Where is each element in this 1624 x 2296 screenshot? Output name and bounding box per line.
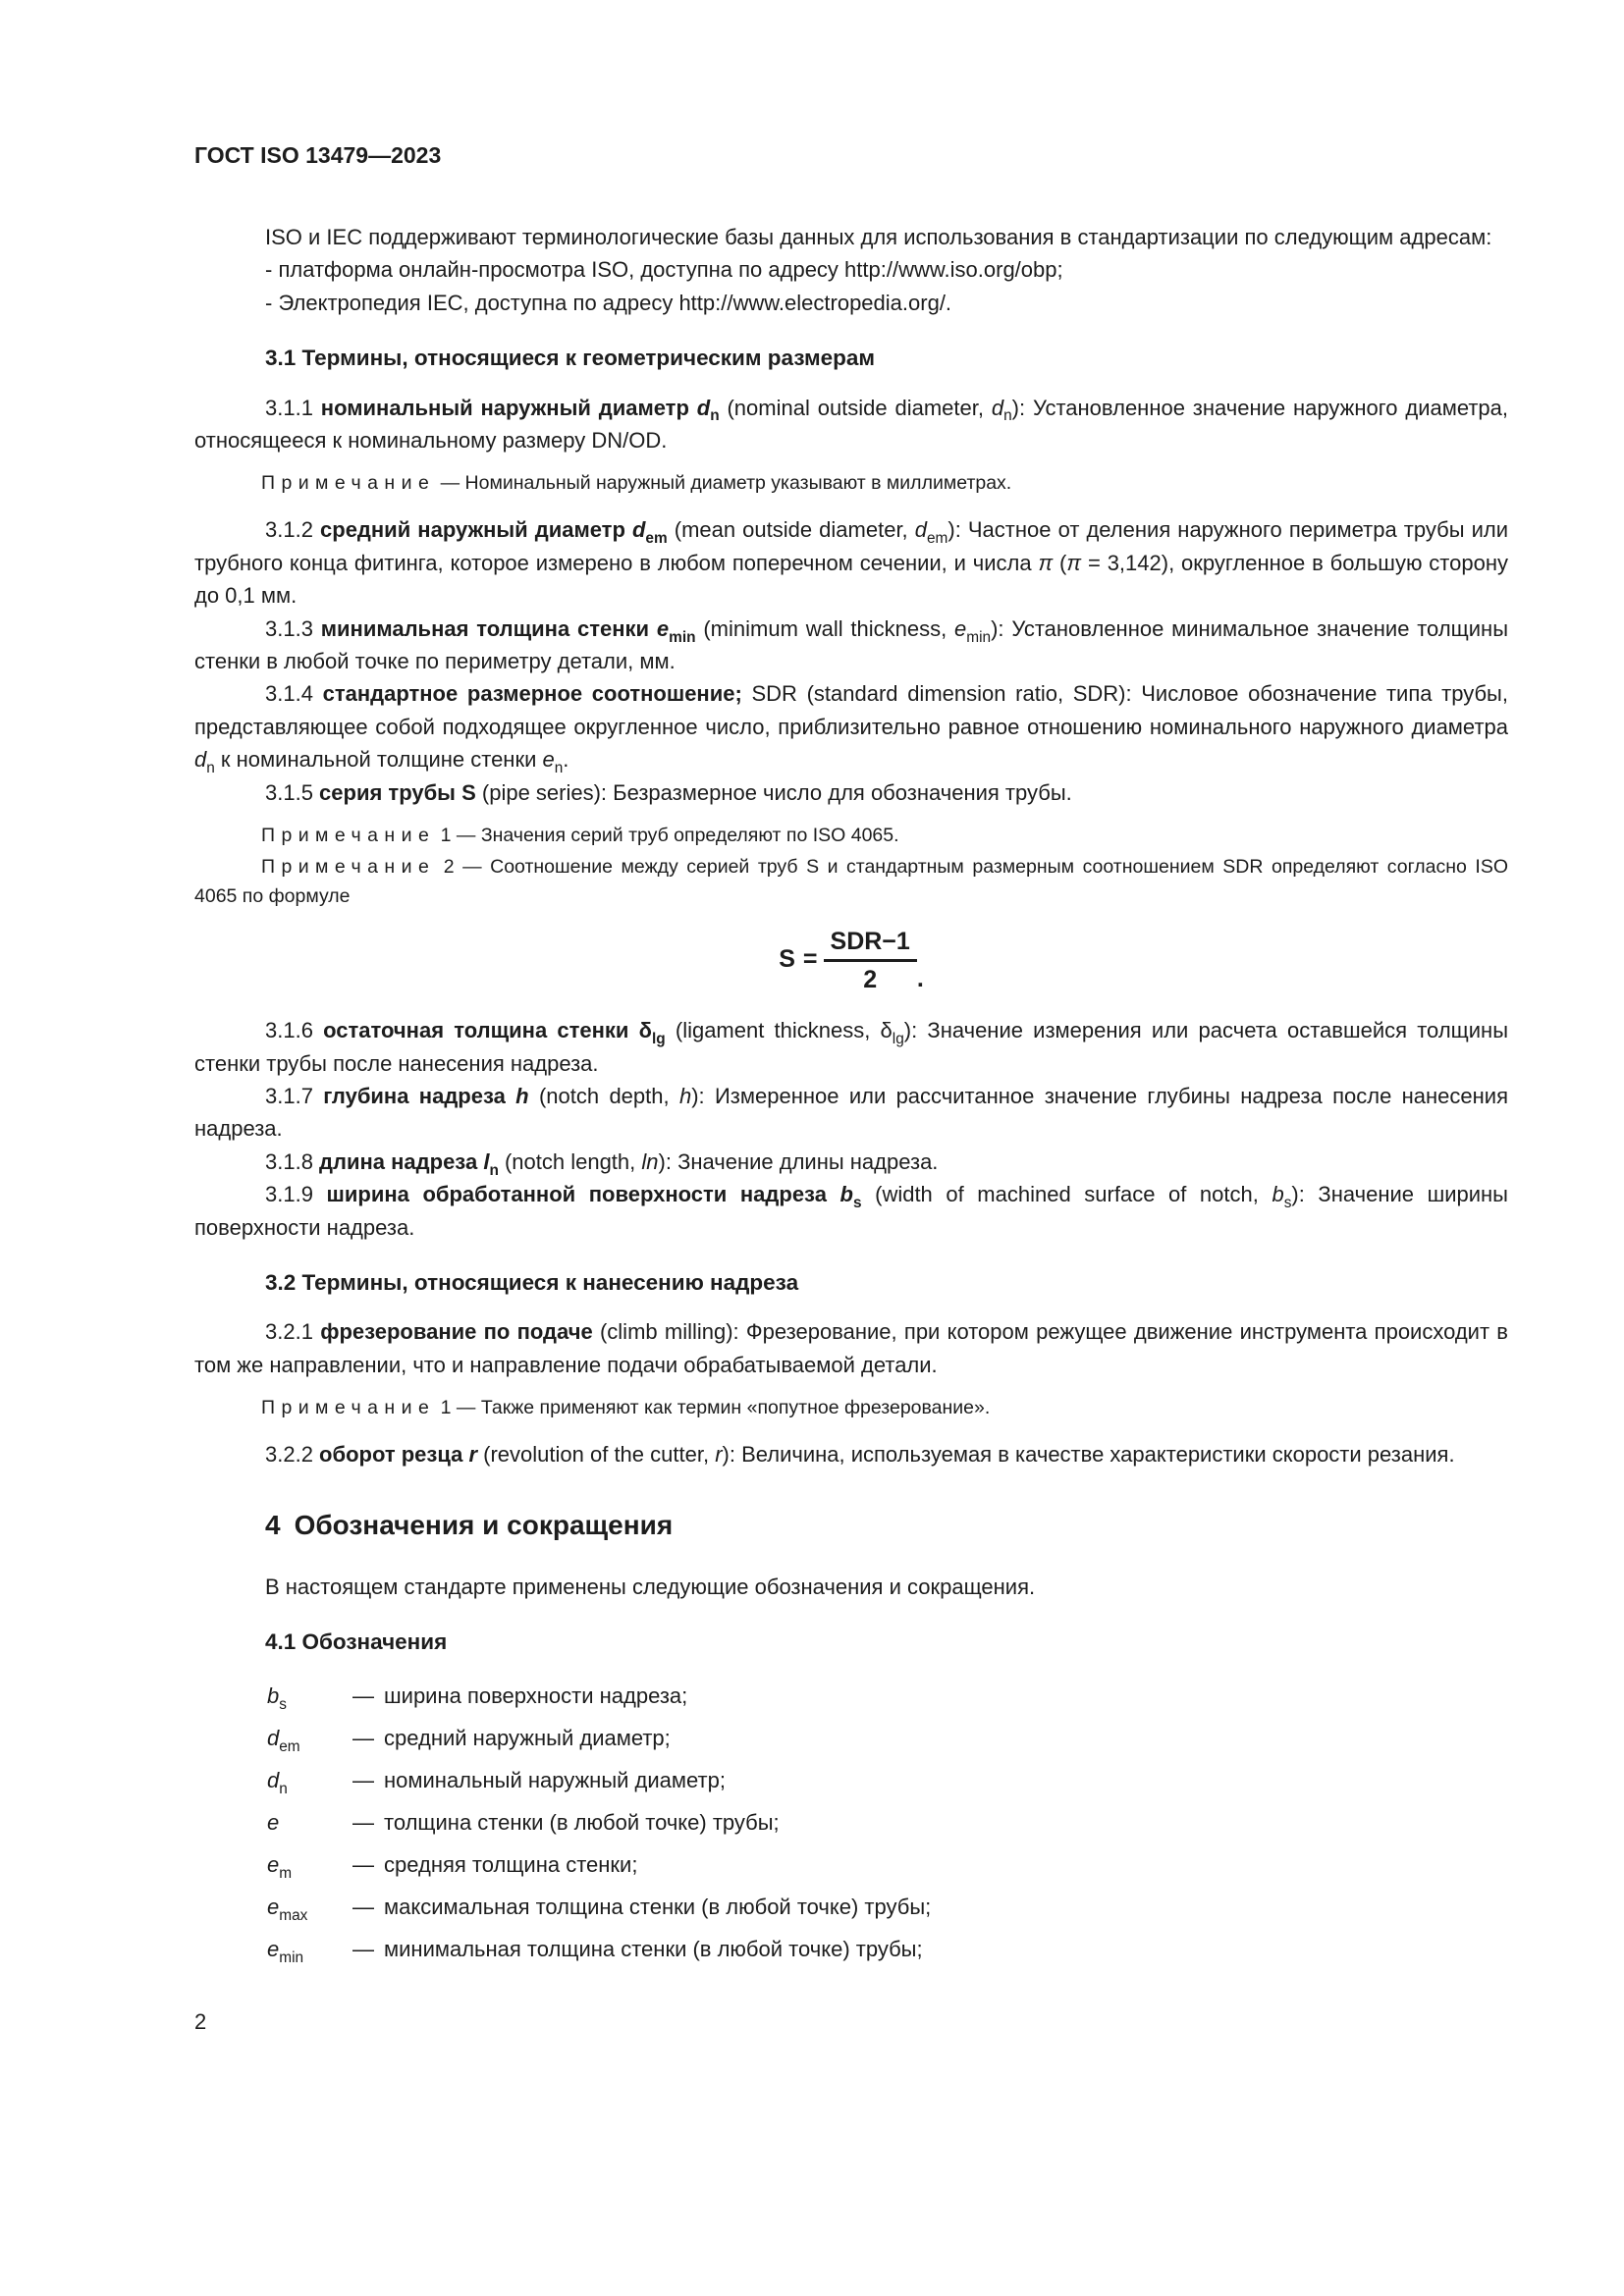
text-segment: π <box>1066 550 1082 575</box>
text-segment: 3.1.7 <box>265 1083 324 1108</box>
symbol-row <box>194 1759 1508 1801</box>
text-segment: e <box>267 1852 280 1878</box>
symbol <box>267 1759 352 1801</box>
text-segment: n <box>554 760 564 777</box>
text-segment: em <box>279 1738 300 1756</box>
list-item-iec <box>194 287 1508 319</box>
text-segment: 4.1 Обозначения <box>265 1629 448 1654</box>
text-segment: lg <box>892 1030 904 1047</box>
text-segment: . <box>916 965 924 993</box>
text-segment: Примечание <box>261 1397 436 1419</box>
text-segment: s <box>852 1194 862 1211</box>
text-segment: d <box>631 517 646 543</box>
symbol-description <box>384 1843 1508 1886</box>
text-segment: b <box>839 1182 853 1207</box>
text-segment: S <box>779 945 795 974</box>
text-segment: ширина поверхности надреза; <box>384 1683 688 1709</box>
dash: — <box>352 1852 374 1878</box>
text-segment: d <box>696 395 711 420</box>
symbol-row <box>194 1928 1508 1970</box>
text-segment: средняя толщина стенки; <box>384 1852 638 1878</box>
text-segment: остаточная толщина стенки δ <box>323 1018 652 1043</box>
text-segment: - Электропедия IEC, доступна по адресу http://www.electropedia.org/. <box>265 290 952 315</box>
term-3-2-1 <box>194 1315 1508 1381</box>
symbol-row <box>194 1801 1508 1843</box>
term-3-1-3 <box>194 613 1508 678</box>
text-segment: ): Значение длины надреза. <box>658 1148 939 1174</box>
text-segment: (width of machined surface of notch, <box>861 1182 1272 1207</box>
text-segment: 4 Обозначения и сокращения <box>265 1509 674 1540</box>
text-segment: 2 — Соотношение между серией труб S и стандартным размерным соотношением SDR определяют согласно ISO 4065 по формуле <box>194 856 1508 908</box>
text-segment: ): Установленное минимальное значение толщины стенки в любой точке по периметру детали, мм. <box>194 615 1509 674</box>
text-segment: ISO и IEC поддерживают терминологические базы данных для использования в стандартизации по следующим адресам: <box>265 225 1492 249</box>
text-segment: min <box>279 1949 304 1967</box>
dash: — <box>352 1768 374 1793</box>
text-segment: d <box>194 747 207 773</box>
text-segment: lg <box>651 1030 666 1047</box>
text-segment: минимальная толщина стенки <box>320 615 657 641</box>
text-segment: 3.1.5 <box>265 779 320 805</box>
text-segment: m <box>279 1865 293 1883</box>
text-segment: ): Частное от деления наружного периметра трубы или трубного конца фитинга, которое измерено в любом поперечном сечении, и числа <box>194 517 1508 575</box>
symbol-description <box>384 1928 1508 1970</box>
text-segment: оборот резца <box>319 1442 469 1468</box>
symbol-row <box>194 1717 1508 1759</box>
text-segment: d <box>991 395 1004 420</box>
term-3-1-8 <box>194 1146 1508 1178</box>
dash: — <box>352 1810 374 1836</box>
text-segment: d <box>267 1726 280 1751</box>
text-segment: (mean outside diameter, <box>667 517 915 543</box>
intro-paragraph <box>194 221 1508 253</box>
text-segment: номинальный наружный диаметр <box>320 395 697 420</box>
list-item-iso <box>194 253 1508 286</box>
text-segment: = 3,142), округленное в большую сторону до 0,1 мм. <box>194 550 1508 609</box>
text-segment: SDR (standard dimension ratio, SDR): Числовое обозначение типа трубы, представляющее собой подходящее округленное число, приблизительно равное отношению номинального наружного диаметра <box>194 681 1508 739</box>
document-blocks <box>194 221 1508 1970</box>
text-segment: длина надреза <box>319 1148 484 1174</box>
text-segment: глубина надреза <box>323 1083 516 1108</box>
symbol-description <box>384 1801 1508 1843</box>
symbol-description <box>384 1759 1508 1801</box>
text-segment: n <box>710 407 720 425</box>
note-2-3-1-5 <box>194 852 1508 911</box>
text-segment: Примечание <box>261 856 436 879</box>
note-3-2-1 <box>194 1393 1508 1422</box>
text-segment: ширина обработанной поверхности надреза <box>326 1182 840 1207</box>
text-segment: 3.1.1 <box>265 395 321 420</box>
text-segment: e <box>954 615 967 641</box>
text-segment: ): Измеренное или рассчитанное значение глубины надреза после нанесения надреза. <box>194 1083 1508 1142</box>
text-segment: 3.1.6 <box>265 1018 324 1043</box>
text-segment: 3.2 Термины, относящиеся к нанесению надреза <box>265 1269 799 1295</box>
text-segment: n <box>206 760 215 777</box>
text-segment: В настоящем стандарте применены следующие обозначения и сокращения. <box>265 1574 1036 1599</box>
text-segment: b <box>1272 1182 1284 1207</box>
term-3-1-4 <box>194 677 1508 775</box>
text-segment: e <box>656 615 670 641</box>
text-segment: n <box>1003 407 1012 425</box>
symbol <box>267 1801 352 1843</box>
text-segment: 3.1 Термины, относящиеся к геометрическим размерам <box>265 346 876 371</box>
heading-4 <box>194 1507 1508 1544</box>
symbol-row <box>194 1843 1508 1886</box>
text-segment: 1 — Также применяют как термин «попутное фрезерование». <box>435 1397 991 1419</box>
heading-3-2 <box>194 1266 1508 1299</box>
text-segment: (revolution of the cutter, <box>477 1442 716 1468</box>
text-segment: средний наружный диаметр <box>320 517 632 543</box>
text-segment: 3.1.2 <box>265 517 321 543</box>
text-segment: фрезерование по подаче <box>320 1319 593 1345</box>
text-segment: s <box>279 1696 287 1714</box>
text-segment: h <box>678 1083 692 1108</box>
text-segment: — Номинальный наружный диаметр указывают в миллиметрах. <box>435 472 1012 495</box>
text-segment: r <box>715 1442 723 1468</box>
text-segment: (nominal outside diameter, <box>719 395 992 420</box>
term-3-1-1 <box>194 392 1508 457</box>
symbol-row <box>194 1886 1508 1928</box>
symbol <box>267 1717 352 1759</box>
text-segment: 3.2.2 <box>265 1442 320 1468</box>
text-segment: = <box>802 945 818 974</box>
text-segment: минимальная толщина стенки (в любой точке) трубы; <box>384 1937 923 1962</box>
text-segment: серия трубы S <box>319 779 476 805</box>
symbol-description <box>384 1675 1508 1717</box>
text-segment: ): Величина, используемая в качестве характеристики скорости резания. <box>722 1442 1455 1468</box>
text-segment: (minimum wall thickness, <box>695 615 955 641</box>
dash: — <box>352 1683 374 1709</box>
symbol <box>267 1928 352 1970</box>
text-segment: max <box>279 1907 308 1925</box>
text-segment: ): Значение ширины поверхности надреза. <box>194 1182 1508 1240</box>
text-segment: ln <box>641 1148 659 1174</box>
text-segment: номинальный наружный диаметр; <box>384 1768 726 1793</box>
heading-3-1 <box>194 342 1508 374</box>
text-segment: к номинальной толщине стенки <box>214 747 543 773</box>
term-3-2-2 <box>194 1438 1508 1470</box>
text-segment: π <box>1038 550 1054 575</box>
text-segment: e <box>267 1937 280 1962</box>
text-segment: (climb milling): Фрезерование, при котором режущее движение инструмента происходит в том же направлении, что и направление подачи обрабатываемой детали. <box>194 1319 1508 1377</box>
text-segment: 2 <box>863 966 878 994</box>
text-segment: 1 — Значения серий труб определяют по ISO 4065. <box>435 825 899 847</box>
pipe-series-formula <box>194 927 1508 994</box>
symbol-row <box>194 1675 1508 1717</box>
text-segment: толщина стенки (в любой точке) трубы; <box>384 1810 780 1836</box>
term-3-1-2 <box>194 513 1508 612</box>
text-segment: - платформа онлайн-просмотра ISO, доступна по адресу http://www.iso.org/obp; <box>265 257 1063 283</box>
page-number: 2 <box>194 2009 207 2035</box>
text-segment: 3.1.8 <box>265 1148 320 1174</box>
symbol-description <box>384 1717 1508 1759</box>
fraction <box>824 927 917 994</box>
text-segment: em <box>645 530 668 548</box>
text-segment: (notch depth, <box>528 1083 679 1108</box>
text-segment: (notch length, <box>498 1148 642 1174</box>
dash: — <box>352 1937 374 1962</box>
text-segment: (pipe series): Безразмерное число для обозначения трубы. <box>475 779 1072 805</box>
text-segment: min <box>966 628 992 646</box>
text-segment: l <box>483 1148 490 1174</box>
text-segment: 3.1.4 <box>265 681 323 707</box>
heading-4-1 <box>194 1626 1508 1658</box>
text-segment: e <box>267 1895 280 1920</box>
text-segment: максимальная толщина стенки (в любой точке) трубы; <box>384 1895 932 1920</box>
text-segment: d <box>914 517 927 543</box>
text-segment: ): Установленное значение наружного диаметра, относящееся к номинальному размеру DN/OD. <box>194 395 1509 454</box>
text-segment: s <box>1283 1194 1292 1211</box>
section-4-intro <box>194 1571 1508 1603</box>
symbol <box>267 1843 352 1886</box>
text-segment: d <box>267 1768 280 1793</box>
dash: — <box>352 1895 374 1920</box>
symbols-list <box>194 1675 1508 1970</box>
text-segment: 3.1.3 <box>265 615 321 641</box>
text-segment: b <box>267 1683 280 1709</box>
term-3-1-7 <box>194 1080 1508 1146</box>
text-segment: стандартное размерное соотношение; <box>322 681 742 707</box>
doc-number: ГОСТ ISO 13479—2023 <box>194 142 442 168</box>
text-segment: em <box>927 530 948 548</box>
text-segment: ( <box>1053 550 1067 575</box>
symbol <box>267 1675 352 1717</box>
term-3-1-9 <box>194 1178 1508 1244</box>
text-segment: r <box>468 1442 478 1468</box>
text-segment: h <box>515 1083 529 1108</box>
dash: — <box>352 1726 374 1751</box>
text-segment: n <box>489 1161 499 1179</box>
symbol <box>267 1886 352 1928</box>
text-segment: 3.1.9 <box>265 1182 327 1207</box>
term-3-1-5 <box>194 776 1508 809</box>
note-3-1-1 <box>194 468 1508 498</box>
text-segment: Примечание <box>261 472 436 495</box>
text-segment: n <box>279 1781 288 1798</box>
text-segment: . <box>563 747 569 773</box>
text-segment: (ligament thickness, δ <box>665 1018 893 1043</box>
text-segment: 3.2.1 <box>265 1319 321 1345</box>
text-segment: средний наружный диаметр; <box>384 1726 671 1751</box>
note-1-3-1-5 <box>194 821 1508 850</box>
text-segment: ): Значение измерения или расчета оставшейся толщины стенки трубы после нанесения надреза. <box>194 1018 1509 1076</box>
symbol-description <box>384 1886 1508 1928</box>
text-segment: e <box>267 1810 280 1836</box>
text-segment: min <box>669 628 696 646</box>
text-segment: e <box>542 747 555 773</box>
term-3-1-6 <box>194 1014 1508 1080</box>
text-segment: SDR−1 <box>824 927 917 962</box>
text-segment: Примечание <box>261 825 436 847</box>
